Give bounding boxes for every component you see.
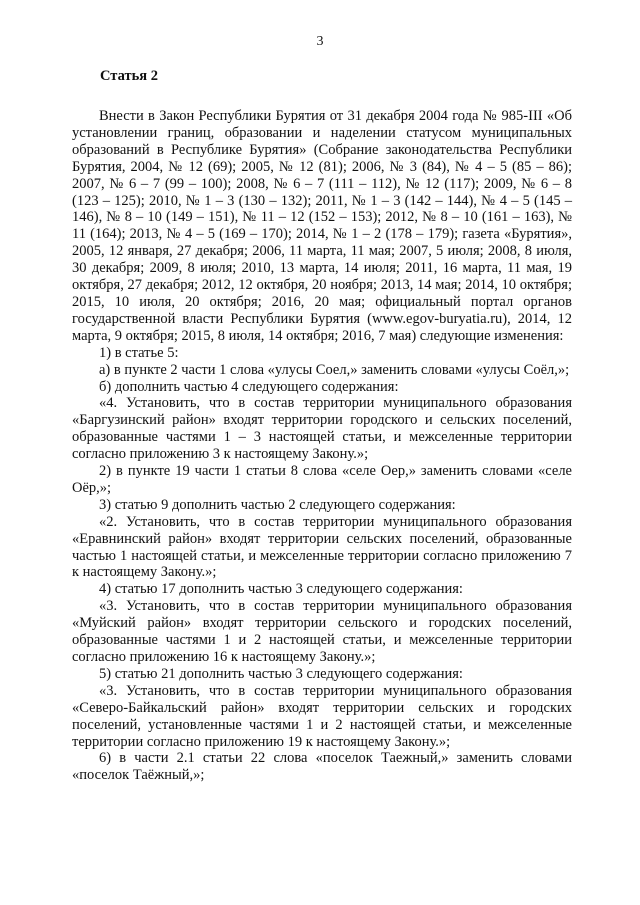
article-body xyxy=(72,108,572,784)
paragraph: б) дополнить частью 4 следующего содержания: xyxy=(99,378,399,395)
paragraph: а) в пункте 2 части 1 слова «улусы Соел,» заменить словами «улусы Соёл,»; xyxy=(99,361,570,378)
paragraph: 5) статью 21 дополнить частью 3 следующего содержания: xyxy=(99,665,463,682)
page-number: 3 xyxy=(316,34,324,49)
paragraph: «4. Установить, что в состав территории муниципального образования «Баргузинский район» входят территории городского и сельских поселений, образованные частями 1 – 3 настоящей статьи, и межселенные территории согласно приложению 3 к настоящему Закону.»; xyxy=(72,395,572,463)
paragraph: 6) в части 2.1 статьи 22 слова «поселок Таежный,» заменить словами «поселок Таёжный,»; xyxy=(72,750,572,784)
paragraph: 2) в пункте 19 части 1 статьи 8 слова «селе Оер,» заменить словами «селе Оёр,»; xyxy=(72,463,572,496)
paragraph: 4) статью 17 дополнить частью 3 следующего содержания: xyxy=(99,581,463,598)
paragraph: «2. Установить, что в состав территории муниципального образования «Еравнинский район» входят территории сельских поселений, образованные частью 1 настоящей статьи, и межселенные территории согласно приложению 7 к настоящему Закону.»; xyxy=(72,513,572,581)
paragraph: Внести в Закон Республики Бурятия от 31 декабря 2004 года № 985-III «Об установлении границ, образовании и наделении статусом муниципальных образований в Республике Бурятия» (Собрание законодательства Республики Бурятия, 2004, № 12 (69); 2005, № 12 (81); 2006, № 3 (84), № 4 – 5 (85 – 86); 2007, № 6 – 7 (99 – 100); 2008, № 6 – 7 (111 – 112), № 12 (117); 2009, № 6 – 8 (123 – 125); 2010, № 1 – 3 (130 – 132); 2011, № 1 – 3 (142 – 144), № 4 – 5 (145 – 146), № 8 – 10 (149 – 151), № 11 – 12 (152 – 153); 2012, № 8 – 10 (161 – 163), № 11 (164); 2013, № 4 – 5 (169 – 170); 2014, № 1 – 2 (178 – 179); газета «Бурятия», 2005, 12 января, 27 декабря; 2006, 11 марта, 11 мая; 2007, 5 июля; 2008, 8 июля, 30 декабря; 2009, 8 июля; 2010, 13 марта, 14 июля; 2011, 16 марта, 11 мая, 19 октября, 27 декабря; 2012, 12 октября, 20 ноября; 2013, 14 мая; 2014, 10 октября; 2015, 10 июля, 20 октября; 2016, 20 мая; официальный портал органов государственной власти Республики Бурятия (www.egov-buryatia.ru), 2014, 12 марта, 9 октября; 2015, 8 июля, 14 октября; 2016, 7 мая) следующие изменения: xyxy=(72,108,572,344)
article-heading: Статья 2 xyxy=(100,68,158,84)
paragraph: 1) в статье 5: xyxy=(99,344,179,361)
paragraph: 3) статью 9 дополнить частью 2 следующего содержания: xyxy=(99,496,456,513)
paragraph: «3. Установить, что в состав территории муниципального образования «Муйский район» входят территории сельского и городских поселений, образованные частями 1 и 2 настоящей статьи, и межселенные территории согласно приложению 16 к настоящему Закону.»; xyxy=(72,598,572,665)
paragraph: «3. Установить, что в состав территории муниципального образования «Северо-Байкальский район» входят территории сельских и городских поселений, установленные частями 1 и 2 настоящей статьи, и межселенные территории согласно приложению 19 к настоящему Закону.»; xyxy=(72,682,572,750)
